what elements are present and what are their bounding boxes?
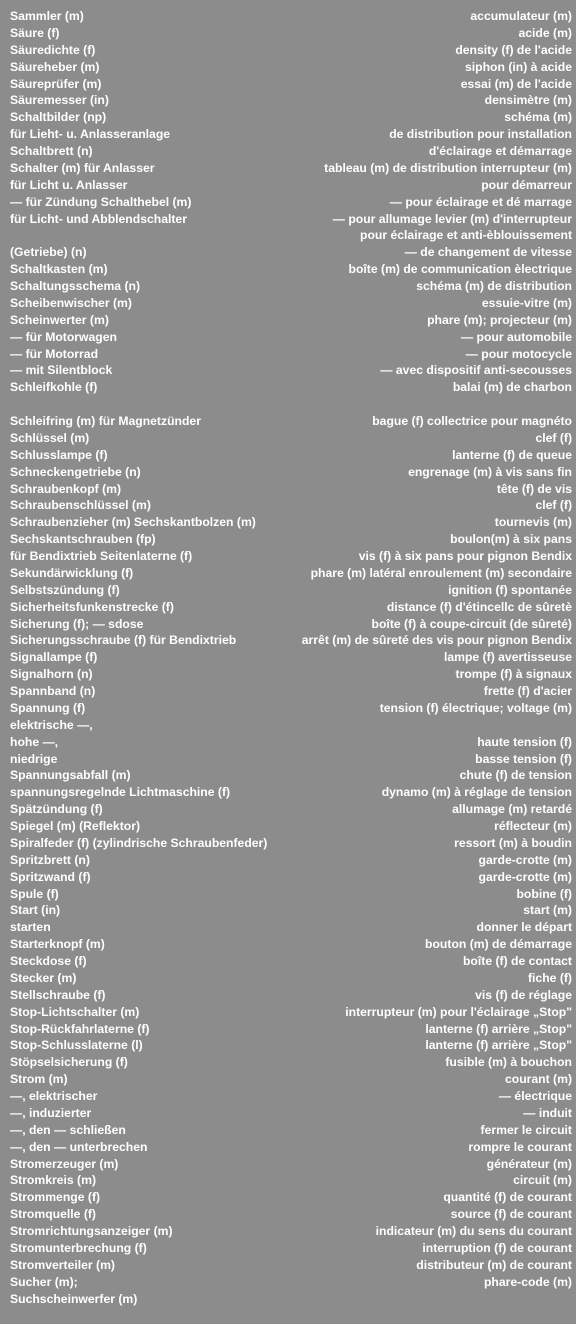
dictionary-entry	[0, 329, 576, 346]
dictionary-entry	[0, 886, 576, 903]
german-term: Stromquelle (f)	[10, 1207, 96, 1222]
german-term: Stop-Rückfahrlaterne (f)	[10, 1021, 150, 1036]
german-term: Schaltbilder (np)	[10, 110, 107, 125]
dictionary-entry	[0, 852, 576, 869]
french-term: chute (f) de tension	[459, 768, 572, 783]
french-term: lampe (f) avertisseuse	[443, 650, 572, 665]
german-term: Schraubenkopf (m)	[10, 481, 122, 496]
dictionary-entry	[0, 1122, 576, 1139]
dictionary-entry	[0, 649, 576, 666]
dictionary-entry	[0, 1274, 576, 1291]
french-term: vis (f) à six pans pour pignon Bendix	[358, 549, 572, 563]
french-term: distributeur (m) de courant	[416, 1257, 572, 1272]
french-term: vis (f) de réglage	[475, 987, 572, 1002]
german-term: für Licht u. Anlasser	[10, 177, 128, 192]
dictionary-page	[0, 8, 576, 1324]
french-term: — pour motocycle	[465, 346, 572, 361]
french-term: clef (f)	[535, 498, 572, 513]
dictionary-entry	[0, 1156, 576, 1173]
dictionary-entry	[0, 801, 576, 818]
french-term: schéma (m)	[504, 110, 572, 125]
french-term: garde-crotte (m)	[478, 869, 572, 884]
french-term: rompre le courant	[468, 1139, 572, 1154]
french-term: donner le départ	[476, 920, 572, 935]
german-term: Signallampe (f)	[10, 650, 98, 665]
german-term: Schaltbrett (n)	[10, 144, 93, 158]
dictionary-entry	[0, 818, 576, 835]
french-term: d'éclairage et démarrage	[428, 144, 572, 158]
french-term: tableau (m) de distribution interrupteur (m)	[324, 160, 572, 175]
dictionary-entry	[0, 177, 576, 194]
dictionary-entry	[0, 666, 576, 683]
french-term: schéma (m) de distribution	[416, 279, 572, 293]
french-term: acide (m)	[518, 25, 572, 40]
dictionary-entry	[0, 953, 576, 970]
french-term: lanterne (f) de queue	[452, 447, 572, 462]
german-term: Scheinwerter (m)	[10, 312, 109, 327]
french-term: clef (f)	[535, 430, 572, 445]
dictionary-entry	[0, 261, 576, 278]
dictionary-entry	[0, 1240, 576, 1257]
french-term: tête (f) de vis	[496, 481, 572, 496]
german-term: Strom (m)	[10, 1072, 68, 1087]
french-term: garde-crotte (m)	[478, 852, 572, 867]
french-term: — pour automobile	[460, 329, 572, 344]
dictionary-entry	[0, 1088, 576, 1105]
french-term: accumulateur (m)	[470, 9, 572, 23]
dictionary-entry	[0, 599, 576, 616]
dictionary-entry	[0, 717, 576, 734]
french-term: bouton (m) de démarrage	[425, 937, 572, 952]
french-term: arrêt (m) de sûreté des vis pour pignon Bendix	[301, 633, 572, 648]
french-term: start (m)	[523, 903, 572, 918]
french-term: boîte (m) de communication èlectrique	[348, 262, 572, 277]
dictionary-entry	[0, 464, 576, 481]
dictionary-entry	[0, 1189, 576, 1206]
german-term: Stop-Schlusslaterne (l)	[10, 1038, 143, 1053]
german-term: Sicherheitsfunkenstrecke (f)	[10, 599, 174, 614]
dictionary-entry	[0, 430, 576, 447]
dictionary-entry	[0, 970, 576, 987]
german-term: Stromerzeuger (m)	[10, 1156, 119, 1171]
german-term: Stromunterbrechung (f)	[10, 1240, 147, 1255]
dictionary-entry	[0, 835, 576, 852]
dictionary-entry	[0, 700, 576, 717]
french-term: — induit	[523, 1105, 572, 1120]
german-term: Schneckengetriebe (n)	[10, 464, 141, 479]
german-term: elektrische —,	[10, 717, 93, 732]
german-term: Spannungsabfall (m)	[10, 768, 131, 783]
dictionary-entry	[0, 869, 576, 886]
german-term: Schlusslampe (f)	[10, 447, 108, 462]
french-term: balai (m) de charbon	[452, 380, 572, 395]
german-term: Spätzündung (f)	[10, 802, 103, 817]
german-term: Säuremesser (in)	[10, 93, 109, 108]
french-term: boulon(m) à six pans	[450, 532, 572, 547]
dictionary-entry	[0, 126, 576, 143]
german-term: Sucher (m);	[10, 1274, 78, 1289]
french-term: circuit (m)	[513, 1173, 572, 1188]
dictionary-entry	[0, 109, 576, 126]
french-term: frette (f) d'acier	[483, 684, 572, 698]
french-term: réflecteur (m)	[494, 819, 572, 833]
dictionary-entry	[0, 42, 576, 59]
french-term: siphon (in) à acide	[465, 59, 572, 74]
dictionary-entry	[0, 227, 576, 244]
german-term: —, induzierter	[10, 1105, 92, 1120]
german-term: Starterknopf (m)	[10, 937, 105, 952]
dictionary-entry	[0, 497, 576, 514]
german-term: Schlüssel (m)	[10, 430, 90, 445]
german-term: Schleifring (m) für Magnetzünder	[10, 414, 201, 428]
french-term: ignition (f) spontanée	[448, 582, 572, 597]
dictionary-entry	[0, 565, 576, 582]
german-term: spannungsregelnde Lichtmaschine (f)	[10, 785, 231, 800]
dictionary-entry	[0, 751, 576, 768]
french-term: engrenage (m) à vis sans fin	[408, 464, 572, 479]
french-term: bague (f) collectrice pour magnéto	[372, 414, 572, 428]
dictionary-entry	[0, 1071, 576, 1088]
german-term: Schleifkohle (f)	[10, 380, 98, 395]
german-term: Säureprüfer (m)	[10, 76, 102, 91]
dictionary-entry	[0, 194, 576, 211]
dictionary-entry	[0, 143, 576, 160]
dictionary-entry	[0, 413, 576, 430]
german-term: Stromkreis (m)	[10, 1173, 97, 1188]
german-term: Strommenge (f)	[10, 1190, 101, 1205]
dictionary-entry	[0, 767, 576, 784]
dictionary-entry	[0, 76, 576, 93]
french-term: phare-code (m)	[483, 1274, 572, 1289]
french-term: essai (m) de l'acide	[460, 76, 572, 91]
dictionary-entry	[0, 362, 576, 379]
german-term: starten	[10, 920, 51, 935]
dictionary-entry	[0, 632, 576, 649]
german-term: — für Motorrad	[10, 346, 99, 361]
dictionary-entry	[0, 8, 576, 25]
german-term: Sechskantschrauben (fp)	[10, 532, 156, 547]
german-term: —, elektrischer	[10, 1089, 98, 1103]
german-term: für Bendixtrieb Seitenlaterne (f)	[10, 549, 193, 563]
french-term: tournevis (m)	[494, 515, 572, 530]
french-term: interruption (f) de courant	[422, 1240, 572, 1255]
dictionary-entry	[0, 295, 576, 312]
german-term: Spannung (f)	[10, 700, 86, 715]
french-term: boîte (f) à coupe-circuit (de sûreté)	[371, 616, 572, 631]
french-term: — électrique	[498, 1089, 572, 1103]
german-term: —, den — schließen	[10, 1122, 126, 1137]
dictionary-entry	[0, 548, 576, 565]
dictionary-entry	[0, 1139, 576, 1156]
dictionary-entry	[0, 160, 576, 177]
german-term: Stromrichtungsanzeiger (m)	[10, 1224, 173, 1238]
german-term: (Getriebe) (n)	[10, 245, 87, 260]
french-term: boîte (f) de contact	[462, 954, 572, 968]
french-term: fusible (m) à bouchon	[445, 1055, 572, 1070]
dictionary-entry	[0, 902, 576, 919]
german-term: niedrige	[10, 751, 58, 766]
french-term: lanterne (f) arrière „Stop"	[425, 1021, 572, 1036]
german-term: Scheibenwischer (m)	[10, 295, 132, 310]
german-term: Signalhorn (n)	[10, 667, 93, 682]
french-term: de distribution pour installation	[389, 127, 572, 142]
french-term: lanterne (f) arrière „Stop"	[425, 1038, 572, 1053]
german-term: Sekundärwicklung (f)	[10, 565, 134, 580]
french-term: ressort (m) à boudin	[454, 835, 572, 850]
german-term: Stecker (m)	[10, 970, 77, 985]
french-term: fiche (f)	[527, 970, 572, 985]
german-term: Sicherungsschraube (f) für Bendixtrieb	[10, 633, 237, 648]
german-term: Spannband (n)	[10, 684, 96, 698]
french-term: — pour éclairage et dé marrage	[389, 194, 572, 209]
dictionary-entry	[0, 1291, 576, 1308]
dictionary-entry	[0, 92, 576, 109]
french-term: — avec dispositif anti-secousses	[380, 363, 572, 378]
french-term: distance (f) d'étincellc de sûretè	[386, 599, 572, 614]
german-term: für Lieht- u. Anlasseranlage	[10, 127, 171, 142]
dictionary-entry	[0, 784, 576, 801]
french-term: fermer le circuit	[480, 1122, 572, 1137]
french-term: tension (f) électrique; voltage (m)	[379, 700, 572, 715]
french-term: interrupteur (m) pour l'éclairage „Stop"	[345, 1004, 572, 1019]
german-term: hohe —,	[10, 734, 59, 749]
dictionary-entry	[0, 379, 576, 396]
dictionary-entry	[0, 987, 576, 1004]
dictionary-entry	[0, 683, 576, 700]
french-term: — de changement de vitesse	[404, 245, 572, 260]
french-term: indicateur (m) du sens du courant	[375, 1224, 572, 1238]
german-term: Stellschraube (f)	[10, 987, 106, 1002]
dictionary-entry	[0, 59, 576, 76]
french-term: courant (m)	[504, 1072, 572, 1087]
german-term: — mit Silentblock	[10, 363, 113, 378]
dictionary-entry	[0, 1054, 576, 1071]
dictionary-entry	[0, 1021, 576, 1038]
german-term: Schraubenzieher (m) Sechskantbolzen (m)	[10, 515, 256, 530]
dictionary-entry	[0, 1172, 576, 1189]
french-term: haute tension (f)	[477, 734, 572, 749]
dictionary-entry	[0, 25, 576, 42]
french-term: bobine (f)	[516, 886, 572, 901]
french-term: density (f) de l'acide	[455, 42, 572, 57]
french-term: allumage (m) retardé	[452, 802, 572, 817]
german-term: Suchscheinwerfer (m)	[10, 1291, 138, 1306]
german-term: Säureheber (m)	[10, 59, 100, 74]
dictionary-entry	[0, 481, 576, 498]
german-term: Stromverteiler (m)	[10, 1257, 115, 1272]
dictionary-entry	[0, 1257, 576, 1274]
german-term: Start (in)	[10, 903, 61, 918]
french-term: phare (m) latéral enroulement (m) secondaire	[310, 565, 572, 580]
german-term: Stop-Lichtschalter (m)	[10, 1004, 140, 1019]
dictionary-entry	[0, 211, 576, 228]
dictionary-entry	[0, 278, 576, 295]
dictionary-entry	[0, 734, 576, 751]
german-term: Schaltkasten (m)	[10, 262, 108, 277]
french-term: pour démarreur	[481, 177, 572, 192]
dictionary-entry	[0, 1206, 576, 1223]
french-term: — pour allumage levier (m) d'interrupteur	[332, 211, 572, 226]
german-term: Sicherung (f); — sdose	[10, 616, 144, 631]
german-term: Steckdose (f)	[10, 954, 87, 968]
dictionary-entry	[0, 531, 576, 548]
german-term: Säuredichte (f)	[10, 42, 96, 57]
dictionary-entry	[0, 396, 576, 413]
dictionary-entry	[0, 616, 576, 633]
french-term: dynamo (m) à réglage de tension	[381, 785, 572, 800]
german-term: Schaltungsschema (n)	[10, 279, 141, 293]
dictionary-entry	[0, 582, 576, 599]
dictionary-entry	[0, 447, 576, 464]
dictionary-entry	[0, 936, 576, 953]
german-term: Spiralfeder (f) (zylindrische Schraubenfeder)	[10, 835, 268, 850]
german-term: Schraubenschlüssel (m)	[10, 498, 151, 513]
french-term: quantité (f) de courant	[443, 1190, 572, 1205]
french-term: basse tension (f)	[475, 751, 572, 766]
french-term: trompe (f) à signaux	[455, 667, 572, 682]
french-term: générateur (m)	[486, 1156, 572, 1171]
dictionary-entry	[0, 1037, 576, 1054]
french-term: phare (m); projecteur (m)	[427, 312, 572, 327]
german-term: Spritzwand (f)	[10, 869, 91, 884]
dictionary-entry	[0, 312, 576, 329]
german-term: Säure (f)	[10, 25, 60, 40]
dictionary-entry	[0, 514, 576, 531]
german-term: —, den — unterbrechen	[10, 1139, 148, 1154]
german-term: Sammler (m)	[10, 9, 84, 23]
german-term: Spritzbrett (n)	[10, 852, 90, 867]
dictionary-entry	[0, 1004, 576, 1021]
dictionary-entry	[0, 1105, 576, 1122]
german-term: Spiegel (m) (Reflektor)	[10, 819, 141, 833]
dictionary-entry	[0, 1223, 576, 1240]
german-term: — für Motorwagen	[10, 329, 117, 344]
german-term: Schalter (m) für Anlasser	[10, 160, 155, 175]
german-term: Stöpselsicherung (f)	[10, 1055, 128, 1070]
french-term: source (f) de courant	[450, 1207, 572, 1222]
dictionary-entry	[0, 919, 576, 936]
french-term: essuie-vitre (m)	[481, 295, 572, 310]
german-term: — für Zündung Schalthebel (m)	[10, 194, 192, 209]
german-term: für Licht- und Abblendschalter	[10, 211, 187, 226]
german-term: Selbstszündung (f)	[10, 582, 120, 597]
dictionary-entry	[0, 346, 576, 363]
german-term: Spule (f)	[10, 886, 59, 901]
dictionary-entry	[0, 244, 576, 261]
french-term: densimètre (m)	[484, 93, 572, 108]
french-term: pour éclairage et anti-èblouissement	[360, 228, 572, 243]
